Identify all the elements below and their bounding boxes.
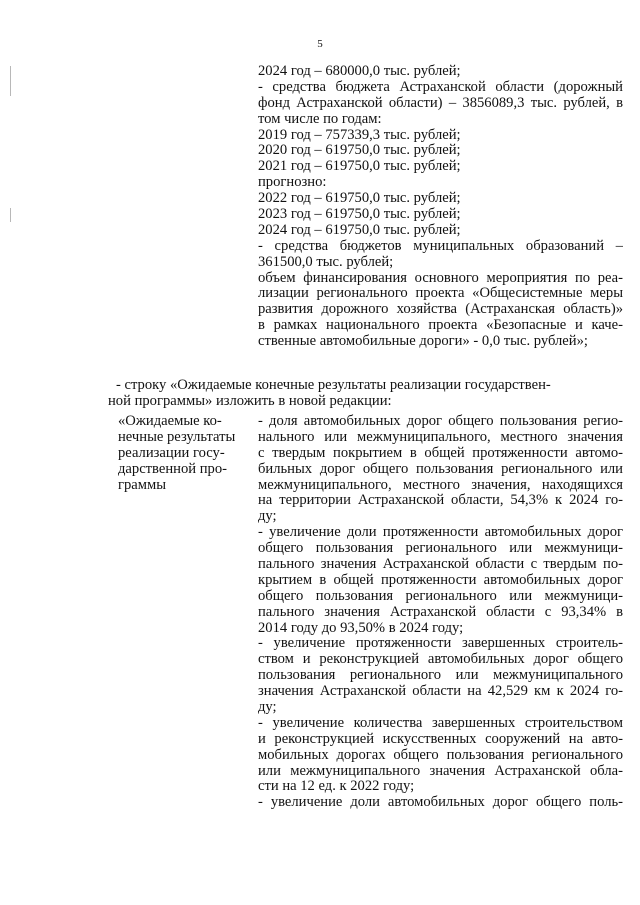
results-text-block — [258, 414, 623, 811]
scan-artifact-line — [10, 208, 11, 222]
text-line: лизации регионального проекта «Общесистемные меры — [258, 286, 623, 302]
text-line: 361500,0 тыс. рублей; — [258, 253, 394, 270]
text-line: 2022 год – 619750,0 тыс. рублей; — [258, 190, 461, 207]
text-line: 2024 год – 680000,0 тыс. рублей; — [258, 63, 461, 79]
text-line: мобильных дорогах общего пользования регионального — [258, 747, 623, 763]
text-line: дарственной про- — [118, 460, 227, 477]
text-line: ной программы» изложить в новой редакции: — [108, 392, 392, 409]
text-line: ством и реконструкцией автомобильных дорог общего — [258, 652, 623, 668]
text-line: том числе по годам: — [258, 110, 382, 127]
text-line: общего пользования регионального или межмуници- — [258, 588, 623, 604]
text-line: прогнозно: — [258, 174, 327, 191]
text-line: - увеличение количества завершенных строительством — [258, 715, 623, 731]
funding-text-block — [258, 64, 623, 350]
text-line: - увеличение доли протяженности автомобильных дорог — [258, 525, 623, 541]
page-number: 5 — [317, 38, 323, 50]
text-line: нечные результаты — [118, 428, 236, 445]
text-line: в рамках национального проекта «Безопасные и каче- — [258, 318, 623, 334]
text-line: - средства бюджета Астраханской области (дорожный — [258, 79, 623, 95]
text-line: - увеличение доли автомобильных дорог общего поль- — [258, 795, 623, 811]
text-line: крытием в общей протяженности автомобильных дорог — [258, 572, 623, 588]
text-line: 2020 год – 619750,0 тыс. рублей; — [258, 142, 461, 159]
text-line: с твердым покрытием в общей протяженности автомо- — [258, 445, 623, 461]
text-line: бильных дорог общего пользования регионального или — [258, 461, 623, 477]
text-line: межмуниципального, местного значения, находящихся — [258, 477, 623, 493]
text-line: пального значения Астраханской области с твердым по- — [258, 557, 623, 573]
text-line: или межмуниципального значения Астраханской обла- — [258, 763, 623, 779]
text-line: фонд Астраханской области) – 3856089,3 тыс. рублей, в — [258, 95, 623, 111]
text-line: и реконструкцией искусственных сооружений на авто- — [258, 731, 623, 747]
text-line: развития дорожного хозяйства (Астраханская область)» — [258, 302, 623, 318]
text-line: общего пользования регионального или межмуници- — [258, 541, 623, 557]
text-line: ственные автомобильные дороги» - 0,0 тыс. рублей»; — [258, 333, 588, 350]
text-line: реализации госу- — [118, 444, 225, 461]
scan-artifact-line — [10, 66, 11, 96]
text-line: на территории Астраханской области, 54,3% к 2024 го- — [258, 493, 623, 509]
text-line: граммы — [118, 476, 167, 493]
text-line: - строку «Ожидаемые конечные результаты реализации государствен- — [116, 377, 551, 393]
text-line: пального значения Астраханской области с 93,34% в — [258, 604, 623, 620]
text-line: пользования регионального или межмуниципального — [258, 668, 623, 684]
text-line: «Ожидаемые ко- — [118, 413, 222, 429]
text-line: 2021 год – 619750,0 тыс. рублей; — [258, 158, 461, 175]
text-line: нального или межмуниципального, местного значения — [258, 429, 623, 445]
amendment-instruction — [108, 377, 624, 410]
text-line: - доля автомобильных дорог общего пользования регио- — [258, 414, 623, 429]
text-line: сти на 12 ед. к 2022 году; — [258, 778, 415, 795]
text-line: 2023 год – 619750,0 тыс. рублей; — [258, 206, 461, 223]
text-line: значения Астраханской области на 42,529 км к 2024 го- — [258, 684, 623, 700]
text-line: 2024 год – 619750,0 тыс. рублей; — [258, 221, 461, 238]
text-line: 2014 году до 93,50% в 2024 году; — [258, 619, 464, 636]
text-line: ду; — [258, 508, 277, 525]
text-line: объем финансирования основного мероприятия по реа- — [258, 270, 623, 286]
text-line: - средства бюджетов муниципальных образований – — [258, 238, 623, 254]
results-row-label — [118, 414, 250, 493]
text-line: - увеличение протяженности завершенных строитель- — [258, 636, 623, 652]
text-line: ду; — [258, 699, 277, 716]
text-line: 2019 год – 757339,3 тыс. рублей; — [258, 126, 461, 143]
